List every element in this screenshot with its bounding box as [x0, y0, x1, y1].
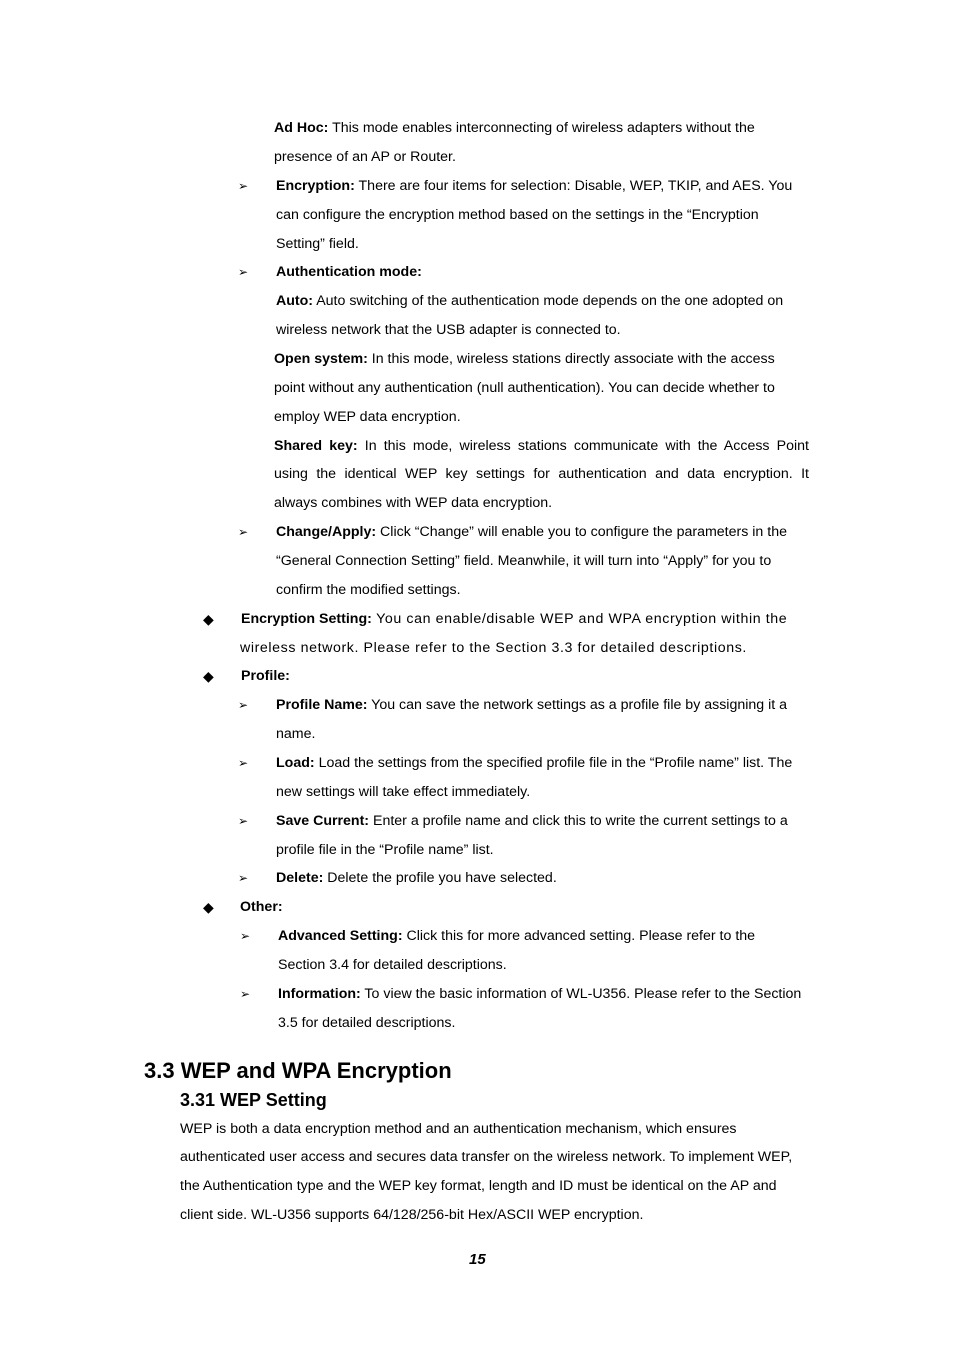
encryption-setting-line-2: wireless network. Please refer to the Section 3.3 for detailed descriptions.: [240, 640, 747, 656]
auto-term: Auto:: [276, 293, 314, 309]
adhoc-line-2: presence of an AP or Router.: [274, 149, 456, 165]
wep-paragraph-line-4: client side. WL-U356 supports 64/128/256-bit Hex/ASCII WEP encryption.: [180, 1207, 644, 1223]
auto-line-2: wireless network that the USB adapter is connected to.: [276, 322, 621, 338]
encryption-line-2: can configure the encryption method based on the settings in the “Encryption: [276, 207, 759, 223]
profile-name-term: Profile Name:: [276, 697, 368, 713]
delete-term: Delete:: [276, 870, 324, 886]
page-number: 15: [469, 1251, 486, 1268]
change-apply-line-1: Change/Apply: Click “Change” will enable you to configure the parameters in the: [276, 524, 787, 540]
information-line-1: Information: To view the basic information of WL-U356. Please refer to the Section: [278, 986, 802, 1002]
encryption-term: Encryption:: [276, 178, 355, 194]
change-apply-line-3: confirm the modified settings.: [276, 582, 461, 598]
adhoc-line-1: Ad Hoc: This mode enables interconnecting of wireless adapters without the: [274, 120, 755, 136]
open-system-term: Open system:: [274, 351, 368, 367]
section-heading: 3.3 WEP and WPA Encryption: [144, 1058, 452, 1083]
auto-line-1: Auto: Auto switching of the authentication mode depends on the one adopted on: [276, 293, 784, 309]
arrow-bullet-icon: ➢: [240, 987, 251, 1001]
diamond-bullet-icon: ◆: [203, 899, 214, 915]
arrow-bullet-icon: ➢: [240, 929, 251, 943]
arrow-bullet-icon: ➢: [238, 756, 249, 770]
encryption-setting-term: Encryption Setting:: [241, 611, 372, 627]
save-current-term: Save Current:: [276, 813, 370, 829]
arrow-bullet-icon: ➢: [238, 814, 249, 828]
change-apply-line-2: “General Connection Setting” field. Meanwhile, it will turn into “Apply” for you to: [276, 553, 772, 569]
arrow-bullet-icon: ➢: [238, 265, 249, 279]
advanced-setting-line-1: Advanced Setting: Click this for more advanced setting. Please refer to the: [278, 928, 756, 944]
shared-key-line-1: Shared key: In this mode, wireless stations communicate with the Access Point: [274, 438, 809, 454]
arrow-bullet-icon: ➢: [238, 179, 249, 193]
profile-name-line-1: Profile Name: You can save the network settings as a profile file by assigning it a: [276, 697, 788, 713]
profile-name-line-2: name.: [276, 726, 316, 742]
encryption-line-1: Encryption: There are four items for selection: Disable, WEP, TKIP, and AES. You: [276, 178, 793, 194]
information-line-2: 3.5 for detailed descriptions.: [278, 1015, 456, 1031]
wep-paragraph-line-1: WEP is both a data encryption method and an authentication mechanism, which ensures: [180, 1121, 737, 1137]
encryption-setting-line-1: Encryption Setting: You can enable/disable WEP and WPA encryption within the: [241, 611, 788, 627]
shared-key-line-3: always combines with WEP data encryption.: [274, 495, 553, 511]
adhoc-term: Ad Hoc:: [274, 120, 329, 136]
shared-key-term: Shared key:: [274, 438, 358, 454]
other-heading: Other:: [240, 899, 283, 915]
auth-mode-heading: Authentication mode:: [276, 264, 422, 280]
delete-line-1: Delete: Delete the profile you have selected.: [276, 870, 557, 886]
save-current-line-1: Save Current: Enter a profile name and click this to write the current settings to a: [276, 813, 788, 829]
diamond-bullet-icon: ◆: [203, 611, 214, 627]
change-apply-term: Change/Apply:: [276, 524, 377, 540]
open-system-line-2: point without any authentication (null authentication). You can decide whether to: [274, 380, 775, 396]
advanced-setting-term: Advanced Setting:: [278, 928, 403, 944]
arrow-bullet-icon: ➢: [238, 525, 249, 539]
load-line-2: new settings will take effect immediately.: [276, 784, 531, 800]
advanced-setting-line-2: Section 3.4 for detailed descriptions.: [278, 957, 507, 973]
save-current-line-2: profile file in the “Profile name” list.: [276, 842, 494, 858]
open-system-line-1: Open system: In this mode, wireless stations directly associate with the access: [274, 351, 775, 367]
profile-heading: Profile:: [241, 668, 290, 684]
subsection-heading: 3.31 WEP Setting: [180, 1090, 327, 1110]
arrow-bullet-icon: ➢: [238, 871, 249, 885]
open-system-line-3: employ WEP data encryption.: [274, 409, 461, 425]
diamond-bullet-icon: ◆: [203, 668, 214, 684]
load-line-1: Load: Load the settings from the specified profile file in the “Profile name” list. The: [276, 755, 793, 771]
load-term: Load:: [276, 755, 315, 771]
wep-paragraph-line-3: the Authentication type and the WEP key format, length and ID must be identical on the AP and: [180, 1178, 777, 1194]
wep-paragraph-line-2: authenticated user access and secures data transfer on the wireless network. To implement WEP,: [180, 1149, 793, 1165]
encryption-line-3: Setting” field.: [276, 236, 359, 252]
shared-key-line-2: using the identical WEP key settings for authentication and data encryption. It: [274, 466, 809, 482]
information-term: Information:: [278, 986, 361, 1002]
arrow-bullet-icon: ➢: [238, 698, 249, 712]
